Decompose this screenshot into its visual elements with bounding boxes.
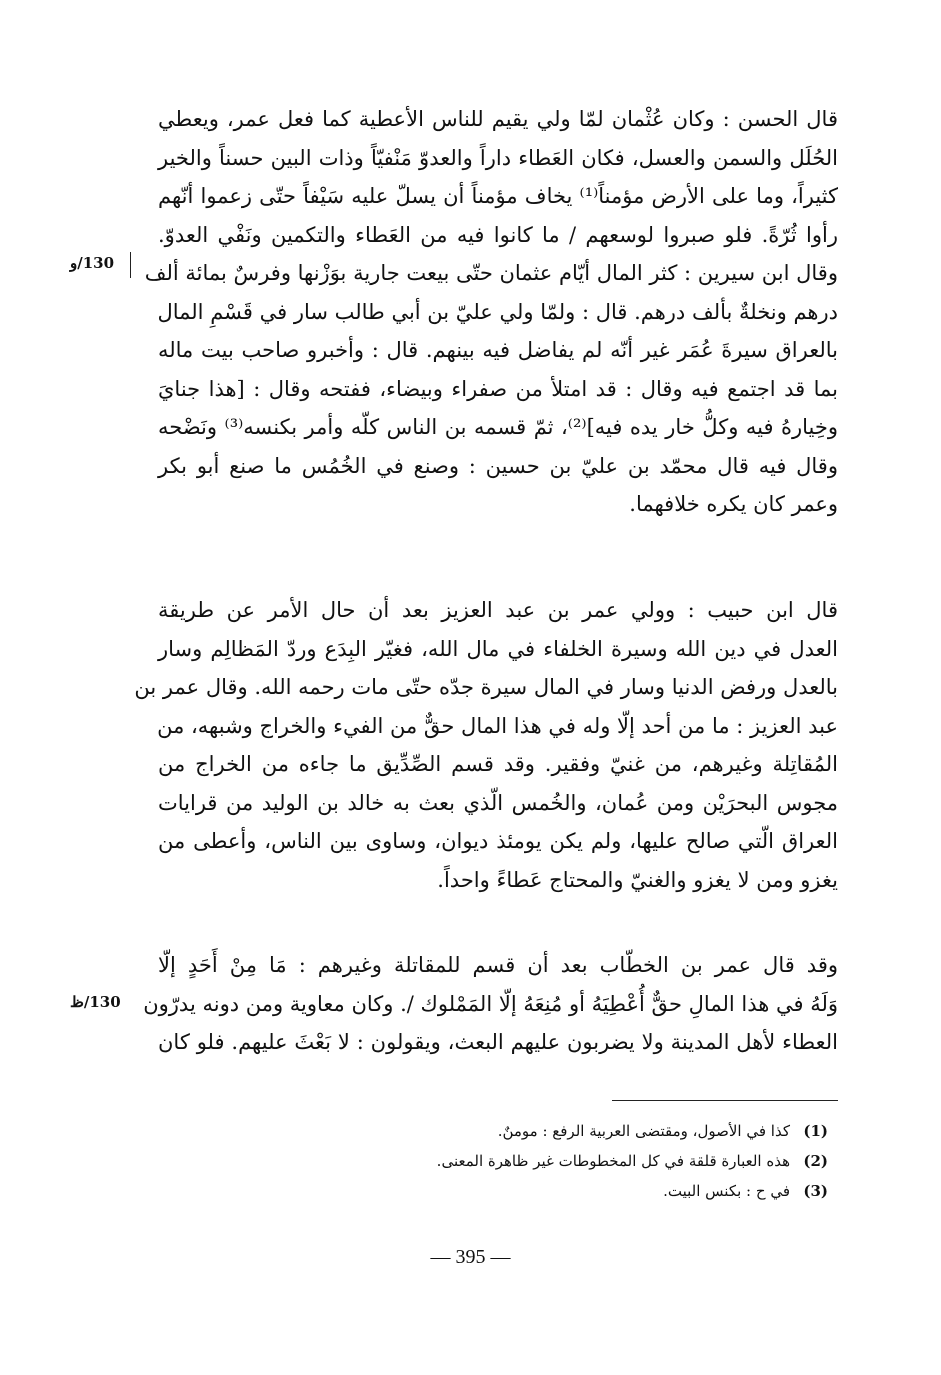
text-line: رأوا ثُرّةً. فلو صبروا لوسعهم / ما كانوا فيه من العَطاء والتكمين ونَفْي العدوّ. [158, 222, 838, 247]
text-line: وقال فيه قال محمّد بن عليّ بن حسين : وصنع في الخُمُس ما صنع أبو بكر [158, 453, 838, 478]
text-line: يغزو ومن لا يغزو والغنيّ والمحتاج عَطاءً واحداً. [437, 867, 838, 892]
text-line: مجوس البحرَيْن ومن عُمان، والخُمس الّذي بعث به خالد بن الوليد من قرايات [158, 790, 838, 815]
text-line: العراق الّتي صالح عليها، ولم يكن يومئذ ديوان، وساوى بين الناس، وأعطى من [158, 829, 838, 853]
text-line: وعمر كان يكره خلافهما. [629, 492, 838, 516]
folio-marker-recto: 130/و [70, 254, 115, 272]
text-line: وقال ابن سيرين : كثر المال أيّام عثمان حتّى بيعت جارية بوَزْنها وفرسٌ بمائة ألف [144, 261, 838, 285]
text-line: بالعراق سيرةَ عُمَر غير أنّه لم يفاضل فيه بينهم. قال : وأخبرو صاحب بيت ماله [158, 338, 838, 362]
footnote-text: هذه العبارة قلقة في كل المخطوطات غير ظاهرة المعنى. [436, 1152, 790, 1170]
paragraph-1 [144, 100, 838, 524]
text-line: قال الحسن : وكان عُثْمان لمّا ولي يقيم للناس الأعطية كما فعل عمر، ويعطي [158, 107, 838, 131]
paragraph-2 [134, 591, 838, 899]
folio-marker-verso: 130/ظ [70, 993, 121, 1011]
text-line: العدل في دين الله وسيرة الخلفاء في مال الله، فغيّر البِدَع وردّ المَظالِم وسار [158, 636, 838, 661]
margin-bar [130, 252, 131, 278]
text-line: قال ابن حبيب : وولي عمر بن عبد العزيز بعد أن حال الأمر عن طريقة [158, 598, 838, 622]
text-line: المُقاتِلة وغيرهم، من غنيّ وفقير. وقد قسم الصِّدِّيق ما جاءه من الخراج من [158, 752, 838, 776]
text-line: بالعدل ورفض الدنيا وسار في المال سيرة جدّه حتّى مات رحمه الله. وقال عمر بن [134, 675, 838, 699]
footnote-number: (3) [803, 1182, 828, 1200]
text-line: درهم ونخلةٌ بألف درهم. قال : ولمّا ولي عليّ بن أبي طالب سار في قَسْمِ المال [157, 299, 838, 324]
footnotes [380, 1116, 828, 1206]
footnote-2 [380, 1146, 828, 1176]
text-line: بما قد اجتمع فيه وقال : قد امتلأ من صفراء وبيضاء، ففتحه وقال : [هذا جنايَ [158, 376, 838, 401]
text-line: وقد قال عمر بن الخطّاب بعد أن قسم للمقاتلة وغيرهم : مَا مِنْ أَحَدٍ إلّا [158, 953, 838, 977]
footnote-number: (1) [803, 1122, 828, 1140]
page-number: — 395 — [430, 1246, 511, 1268]
text-line: وخِيارهُ فيه وكلُّ خار يده فيه]⁽²⁾، ثمّ قسمه بن الناس كلّه وأمر بكنسه⁽³⁾ ونَضْحه [158, 415, 838, 439]
text-line: عبد العزيز : ما من أحد إلّا وله في هذا المال حقٌّ من الفيء والخراج وشبهه، من [157, 713, 838, 738]
footnote-3 [380, 1176, 828, 1206]
paragraph-3 [143, 946, 838, 1062]
footnote-rule [612, 1100, 838, 1101]
footnote-1 [380, 1116, 828, 1146]
footnote-text: كذا في الأصول، ومقتضى العربية الرفع : مومنٌ. [497, 1122, 790, 1140]
text-line: الحُلَل والسمن والعسل، فكان العَطاء داراً والعدوّ مَنْفيّاً وذات البين حسناً والخير [158, 145, 838, 170]
text-line: كثيراً، وما على الأرض مؤمناً⁽¹⁾ يخاف مؤمناً أن يسلّ عليه سَيْفاً حتّى زعموا أنّهم [158, 184, 838, 208]
footnote-number: (2) [803, 1152, 828, 1170]
footnote-text: في ح : بكنس البيت. [663, 1182, 790, 1200]
text-line: وَلَهُ في هذا المالِ حقٌّ أُعْطِيَهُ أو مُنِعَهُ إلّا المَمْلوك /. وكان معاوية ومن دونه يدرّون [143, 991, 838, 1016]
text-line: العطاء لأهل المدينة ولا يضربون عليهم البعث، ويقولون : لا بَعْثَ عليهم. فلو كان [158, 1030, 838, 1054]
